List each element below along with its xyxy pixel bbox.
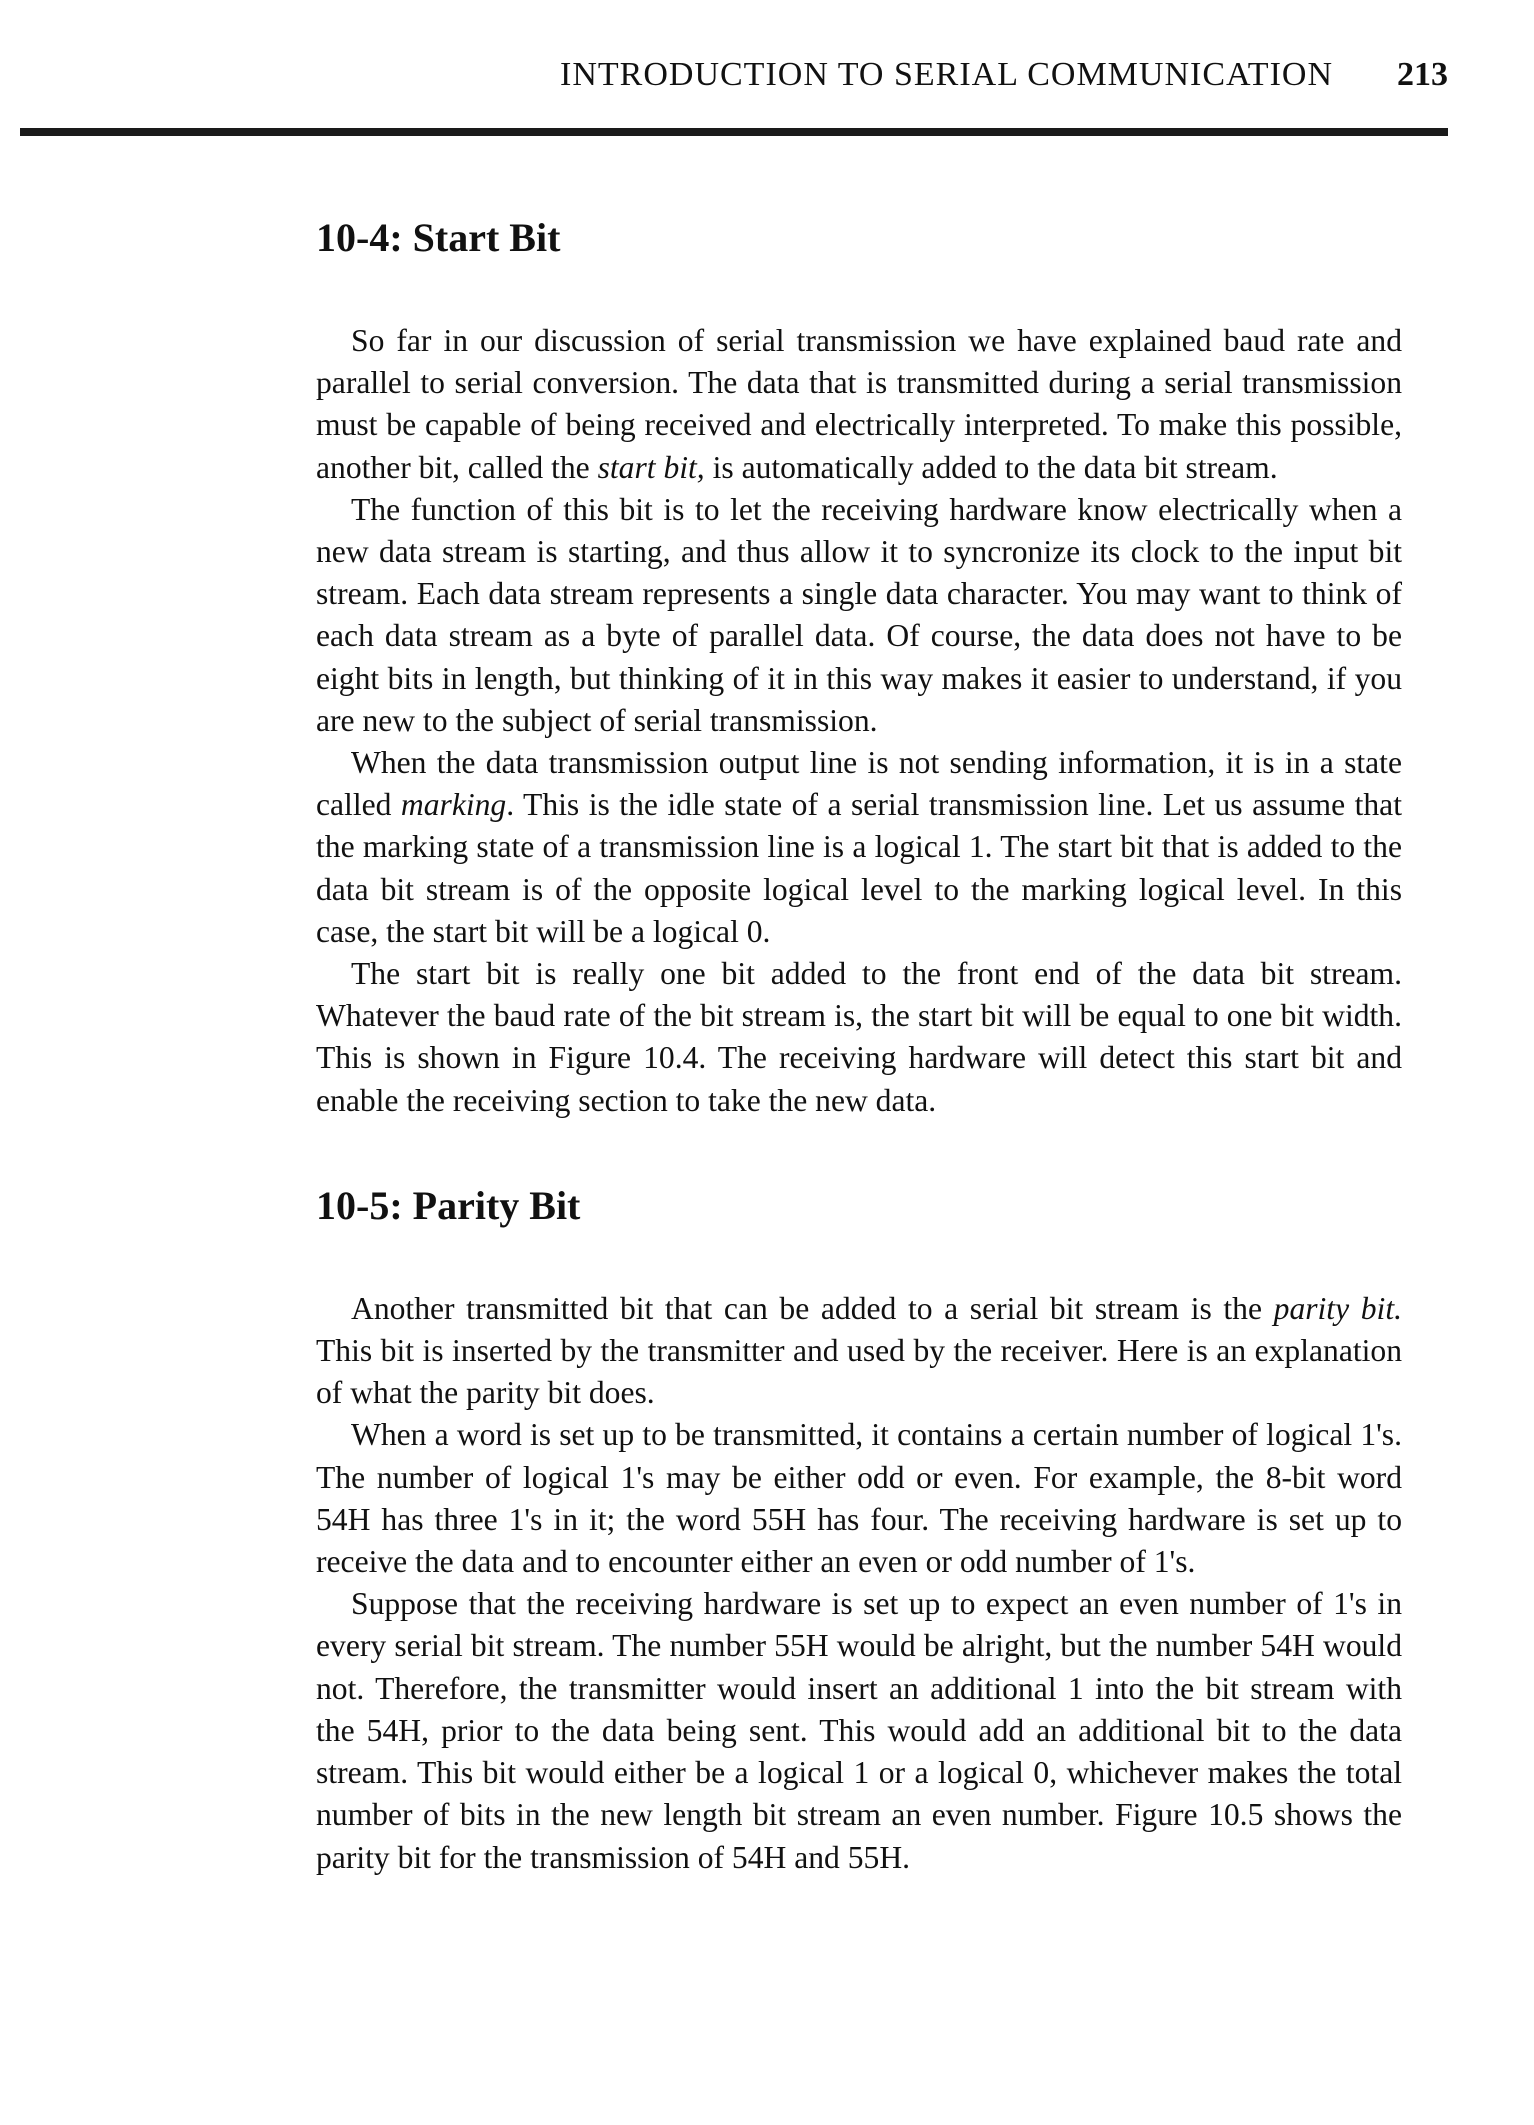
- text-run: So far in our discussion of serial transmission we have explained baud rate and parallel to serial conversion. The data that is transmitted during a serial transmission must be capable of being received and electrically interpreted. To make this possible, another bit, called the: [316, 323, 1402, 485]
- running-title: INTRODUCTION TO SERIAL COMMUNICATION: [560, 56, 1333, 93]
- section-heading: 10-4: Start Bit: [316, 215, 561, 260]
- page-body: [316, 214, 1402, 1879]
- paragraph: [316, 742, 1402, 953]
- paragraph: [316, 1288, 1402, 1415]
- italic-term: marking: [400, 787, 507, 823]
- paragraph: Suppose that the receiving hardware is set up to expect an even number of 1's in every serial bit stream. The number 55H would be alright, but the number 54H would not. Therefore, the transmitter would insert an additional 1 into the bit stream with the 54H, prior to the data being sent. This would add an additional bit to the data stream. This bit would either be a logical 1 or a logical 0, whichever makes the total number of bits in the new length bit stream an even number. Figure 10.5 shows the parity bit for the transmission of 54H and 55H.: [316, 1586, 1402, 1875]
- section-start-bit: [316, 214, 1402, 1122]
- section-parity-bit: [316, 1182, 1402, 1879]
- text-run: When the data transmission output line is not sending information, it is in a state called: [316, 745, 1402, 823]
- paragraph: The start bit is really one bit added to the front end of the data bit stream. Whatever the baud rate of the bit stream is, the start bit will be equal to one bit width. This is shown in Figure 10.4. The receiving hardware will detect this start bit and enable the receiving section to take the new data.: [316, 956, 1402, 1118]
- text-run: . This is the idle state of a serial transmission line. Let us assume that the marking state of a transmission line is a logical 1. The start bit that is added to the data bit stream is of the opposite logical level to the marking logical level. In this case, the start bit will be a logical 0.: [316, 787, 1402, 949]
- page-number: 213: [1397, 56, 1448, 93]
- section-heading: 10-5: Parity Bit: [316, 1182, 581, 1228]
- header-rule: [20, 128, 1448, 136]
- paragraph: When a word is set up to be transmitted, it contains a certain number of logical 1's. The number of logical 1's may be either odd or even. For example, the 8-bit word 54H has three 1's in it; the word 55H has four. The receiving hardware is set up to receive the data and to encounter either an even or odd number of 1's.: [316, 1417, 1402, 1580]
- running-header: [20, 56, 1448, 106]
- text-run: is automatically added to the data bit stream.: [704, 449, 1278, 485]
- text-run: Another transmitted bit that can be added to a serial bit stream is the: [351, 1290, 1274, 1326]
- text-run: This bit is inserted by the transmitter and used by the receiver. Here is an explanation of what the parity bit does.: [316, 1333, 1402, 1411]
- paragraph: [316, 320, 1402, 489]
- paragraph: The function of this bit is to let the receiving hardware know electrically when a new data stream is starting, and thus allow it to syncronize its clock to the input bit stream. Each data stream represents a single data character. You may want to think of each data stream as a byte of parallel data. Of course, the data does not have to be eight bits in length, but thinking of it in this way makes it easier to understand, if you are new to the subject of serial transmission.: [316, 491, 1402, 738]
- italic-term: parity bit.: [1273, 1290, 1402, 1326]
- italic-term: start bit,: [597, 449, 705, 485]
